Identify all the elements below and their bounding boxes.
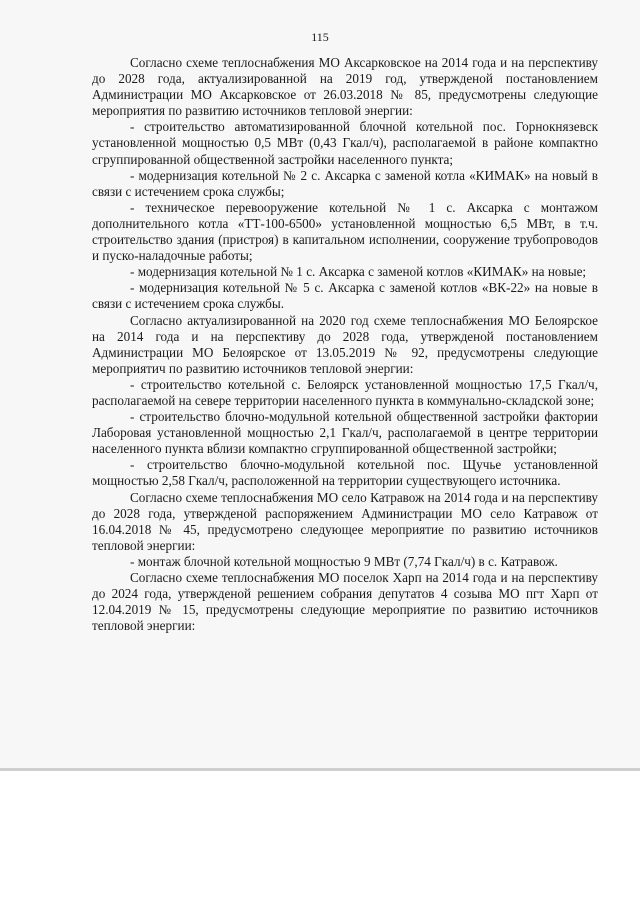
list-item: - строительство блочно-модульной котельной общественной застройки фактории Лаборовая установленной мощностью 2,1 Гкал/ч, располагаемой в центре территории населенного пункта вблизи компактно сгруппированной общественной застройки;	[92, 409, 598, 457]
scan-edge	[0, 768, 640, 771]
paragraph-katravozh-intro: Согласно схеме теплоснабжения МО село Катравож на 2014 года и на перспективу до 2028 года, утвержденой распоряжением Администрации МО село Катравож от 16.04.2018 № 45, предусмотрено следующее мероприятие по развитию источников тепловой энергии:	[92, 489, 598, 553]
list-item: - модернизация котельной № 2 с. Аксарка с заменой котла «КИМАК» на новый в связи с истечением срока службы;	[92, 167, 598, 199]
paragraph-kharp-intro: Согласно схеме теплоснабжения МО поселок Харп на 2014 года и на перспективу до 2024 года, утвержденой решением собрания депутатов 4 созыва МО пгт Харп от 12.04.2019 № 15, предусмотрены следующие мероприятие по развитию источников тепловой энергии:	[92, 570, 598, 634]
page-number: 115	[311, 30, 329, 44]
paragraph-aksarkovskoe-intro: Согласно схеме теплоснабжения МО Аксарковское на 2014 года и на перспективу до 2028 года, актуализированной на 2019 год, утвержденой постановлением Администрации МО Аксарковское от 26.03.2018 № 85, предусмотрены следующие мероприятия по развитию источников тепловой энергии:	[92, 55, 598, 119]
list-item: - монтаж блочной котельной мощностью 9 МВт (7,74 Гкал/ч) в с. Катравож.	[130, 553, 558, 569]
list-item: - строительство котельной с. Белоярск установленной мощностью 17,5 Гкал/ч, располагаемой на севере территории населенного пункта в коммунально-складской зоне;	[92, 376, 598, 408]
document-body	[92, 55, 598, 634]
list-item: - техническое перевооружение котельной № 1 с. Аксарка с монтажом дополнительного котла «ТТ-100-6500» установленной мощностью 6,5 МВт, в т.ч. строительство здания (пристроя) в капитальном исполнении, сооружение трубопроводов и пуско-наладочные работы;	[92, 199, 598, 264]
list-item: - строительство автоматизированной блочной котельной пос. Горнокнязевск установленной мощностью 0,5 МВт (0,43 Гкал/ч), располагаемой в районе компактно сгруппированной общественной застройки населенного пункта;	[92, 119, 598, 167]
list-item: - строительство блочно-модульной котельной пос. Щучье установленной мощностью 2,58 Гкал/ч, расположенной на территории существующего источника.	[92, 457, 598, 489]
list-item: - модернизация котельной № 5 с. Аксарка с заменой котлов «ВК-22» на новые в связи с истечением срока службы.	[92, 280, 598, 312]
paragraph-beloyarskoe-intro: Согласно актуализированной на 2020 год схеме теплоснабжения МО Белоярское на 2014 года и на перспективу до 2028 года, утвержденой постановлением Администрации МО Белоярское от 13.05.2019 № 92, предусмотрены следующие мероприятич по развитию источников тепловой энергии:	[92, 312, 598, 376]
list-item: - модернизация котельной № 1 с. Аксарка с заменой котлов «КИМАК» на новые;	[130, 264, 587, 280]
